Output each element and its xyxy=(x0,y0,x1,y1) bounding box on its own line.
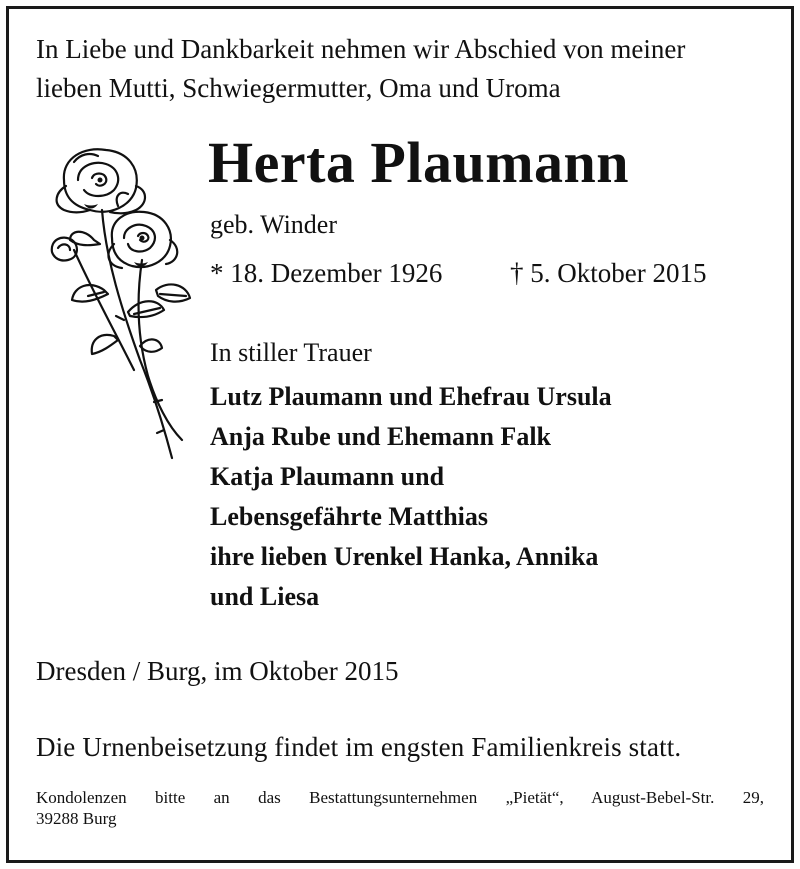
mourner-line: Lebensgefährte Matthias xyxy=(210,502,489,531)
death-date: † 5. Oktober 2015 xyxy=(510,258,707,288)
mourner-line: Lutz Plaumann und Ehefrau Ursula xyxy=(210,382,612,411)
mourning-heading: In stiller Trauer xyxy=(210,338,372,367)
mourner-line: Anja Rube und Ehemann Falk xyxy=(210,422,551,451)
condolence-line-1: Kondolenzen bitte an das Bestattungsunternehmen „Pietät“, August-Bebel-Str. 29, xyxy=(36,788,764,807)
condolence-note xyxy=(36,787,764,829)
mourner-line: und Liesa xyxy=(210,582,320,611)
mourners-list xyxy=(210,377,612,617)
rose-illustration-icon xyxy=(44,140,204,470)
mourner-line: ihre lieben Urenkel Hanka, Annika xyxy=(210,542,599,571)
intro-line-2: lieben Mutti, Schwiegermutter, Oma und Uroma xyxy=(36,73,561,103)
mourner-line: Katja Plaumann und xyxy=(210,462,445,491)
birth-date: * 18. Dezember 1926 xyxy=(210,258,443,288)
deceased-name: Herta Plaumann xyxy=(208,130,630,195)
intro-line-1: In Liebe und Dankbarkeit nehmen wir Abschied von meiner xyxy=(36,34,686,64)
burial-note: Die Urnenbeisetzung findet im engsten Familienkreis statt. xyxy=(36,732,682,762)
maiden-name: geb. Winder xyxy=(210,210,337,239)
place-and-date: Dresden / Burg, im Oktober 2015 xyxy=(36,656,399,686)
life-dates xyxy=(210,258,707,289)
intro-text xyxy=(36,30,776,108)
condolence-line-2: 39288 Burg xyxy=(36,809,117,828)
